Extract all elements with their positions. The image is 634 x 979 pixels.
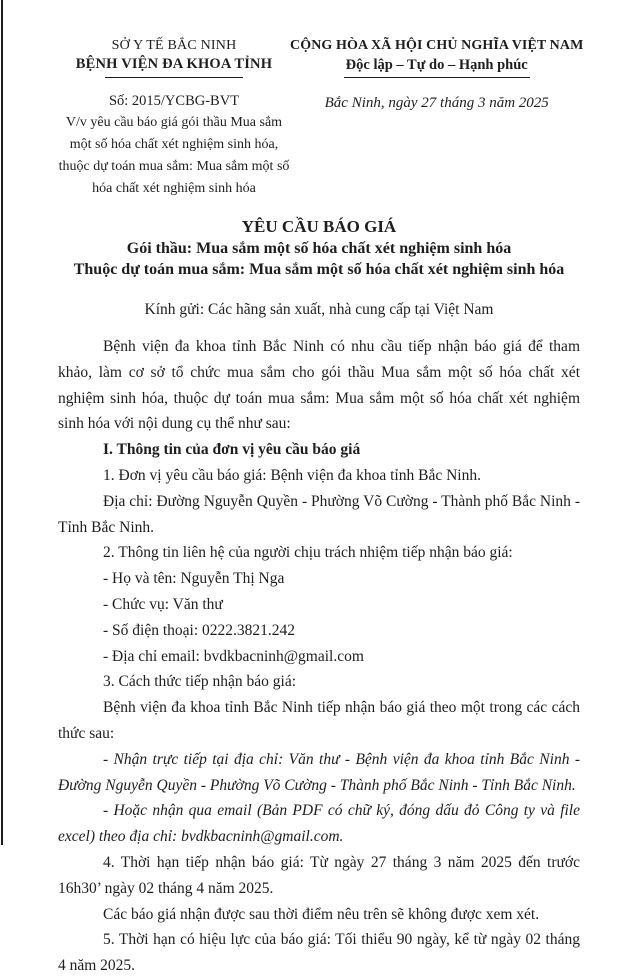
item-validity: 5. Thời hạn có hiệu lực của báo giá: Tối thiểu 90 ngày, kể từ ngày 02 tháng 4 năm 2025. [58, 931, 580, 975]
item-contact-heading: 2. Thông tin liên hệ của người chịu trách nhiệm tiếp nhận báo giá: [103, 544, 513, 562]
issuer-underline [105, 77, 243, 78]
item-deadline: 4. Thời hạn tiếp nhận báo giá: Từ ngày 27 tháng 3 năm 2025 đến trước 16h30’ ngày 02 tháng 4 năm 2025. [58, 853, 580, 897]
document-number: Số: 2015/YCBG-BVT [108, 93, 240, 109]
item-address: Địa chỉ: Đường Nguyễn Quyền - Phường Võ Cường - Thành phố Bắc Ninh - Tỉnh Bắc Ninh. [58, 492, 580, 536]
salutation-line: Kính gửi: Các hãng sản xuất, nhà cung cấp tại Việt Nam [144, 301, 494, 318]
paragraph-late-note: Các báo giá nhận được sau thời điểm nêu trên sẽ không được xem xét. [103, 905, 540, 923]
document-body [58, 334, 580, 979]
item-receiving-method-heading: 3. Cách thức tiếp nhận báo giá: [103, 673, 297, 691]
item-contact-phone: - Số điện thoại: 0222.3821.242 [103, 621, 296, 639]
paragraph-intro: Bệnh viện đa khoa tỉnh Bắc Ninh có nhu cầu tiếp nhận báo giá để tham khảo, làm cơ sở tổ chức mua sắm cho gói thầu Mua sắm một số hóa chất xét nghiệm sinh hóa, thuộc dự toán mua sắm: Mua sắm một số hóa chất xét nghiệm sinh hóa với nội dung cụ thể như sau: [58, 338, 580, 433]
item-contact-name: - Họ và tên: Nguyễn Thị Nga [103, 570, 285, 588]
header-issuer-block [58, 36, 290, 200]
scan-edge-line [1, 0, 3, 845]
document-subtitle-package: Gói thầu: Mua sắm một số hóa chất xét nghiệm sinh hóa [126, 240, 512, 257]
paragraph-receiving-intro: Bệnh viện đa khoa tỉnh Bắc Ninh tiếp nhận báo giá theo một trong các cách thức sau: [58, 699, 580, 742]
header-national-block [290, 36, 583, 113]
document-subject: V/v yêu cầu báo giá gói thầu Mua sắm một số hóa chất xét nghiệm sinh hóa, thuộc dự toán mua sắm: Mua sắm một số hóa chất xét nghiệm sinh hóa [58, 115, 290, 196]
item-contact-email: - Địa chỉ email: bvdkbacninh@gmail.com [103, 647, 364, 665]
section-heading-1: I. Thông tin của đơn vị yêu cầu báo giá [103, 441, 361, 459]
national-title: CỘNG HÒA XÃ HỘI CHỦ NGHĨA VIỆT NAM [290, 38, 584, 53]
document-title: YÊU CẦU BÁO GIÁ [241, 217, 397, 236]
issuer-org-name: BỆNH VIỆN ĐA KHOA TỈNH [75, 56, 273, 72]
place-and-date: Bắc Ninh, ngày 27 tháng 3 năm 2025 [324, 95, 549, 111]
document-header [58, 36, 584, 200]
item-receive-email: - Hoặc nhận qua email (Bản PDF có chữ ký, đóng dấu đỏ Công ty và file excel) theo địa chỉ: bvdkbacninh@gmail.com. [58, 802, 580, 846]
issuer-parent-org: SỞ Y TẾ BẮC NINH [111, 38, 237, 53]
document-subtitle-budget: Thuộc dự toán mua sắm: Mua sắm một số hóa chất xét nghiệm sinh hóa [73, 261, 565, 278]
national-motto: Độc lập – Tự do – Hạnh phúc [344, 56, 530, 78]
title-block [58, 216, 580, 280]
item-contact-position: - Chức vụ: Văn thư [103, 595, 223, 613]
item-receive-direct: - Nhận trực tiếp tại địa chỉ: Văn thư - Bệnh viện đa khoa tỉnh Bắc Ninh - Đường Nguyễn Quyền - Phường Võ Cường - Thành phố Bắc Ninh - Tỉnh Bắc Ninh. [58, 750, 580, 794]
item-requesting-unit: 1. Đơn vị yêu cầu báo giá: Bệnh viện đa khoa tỉnh Bắc Ninh. [103, 466, 481, 484]
document-content [58, 36, 584, 979]
